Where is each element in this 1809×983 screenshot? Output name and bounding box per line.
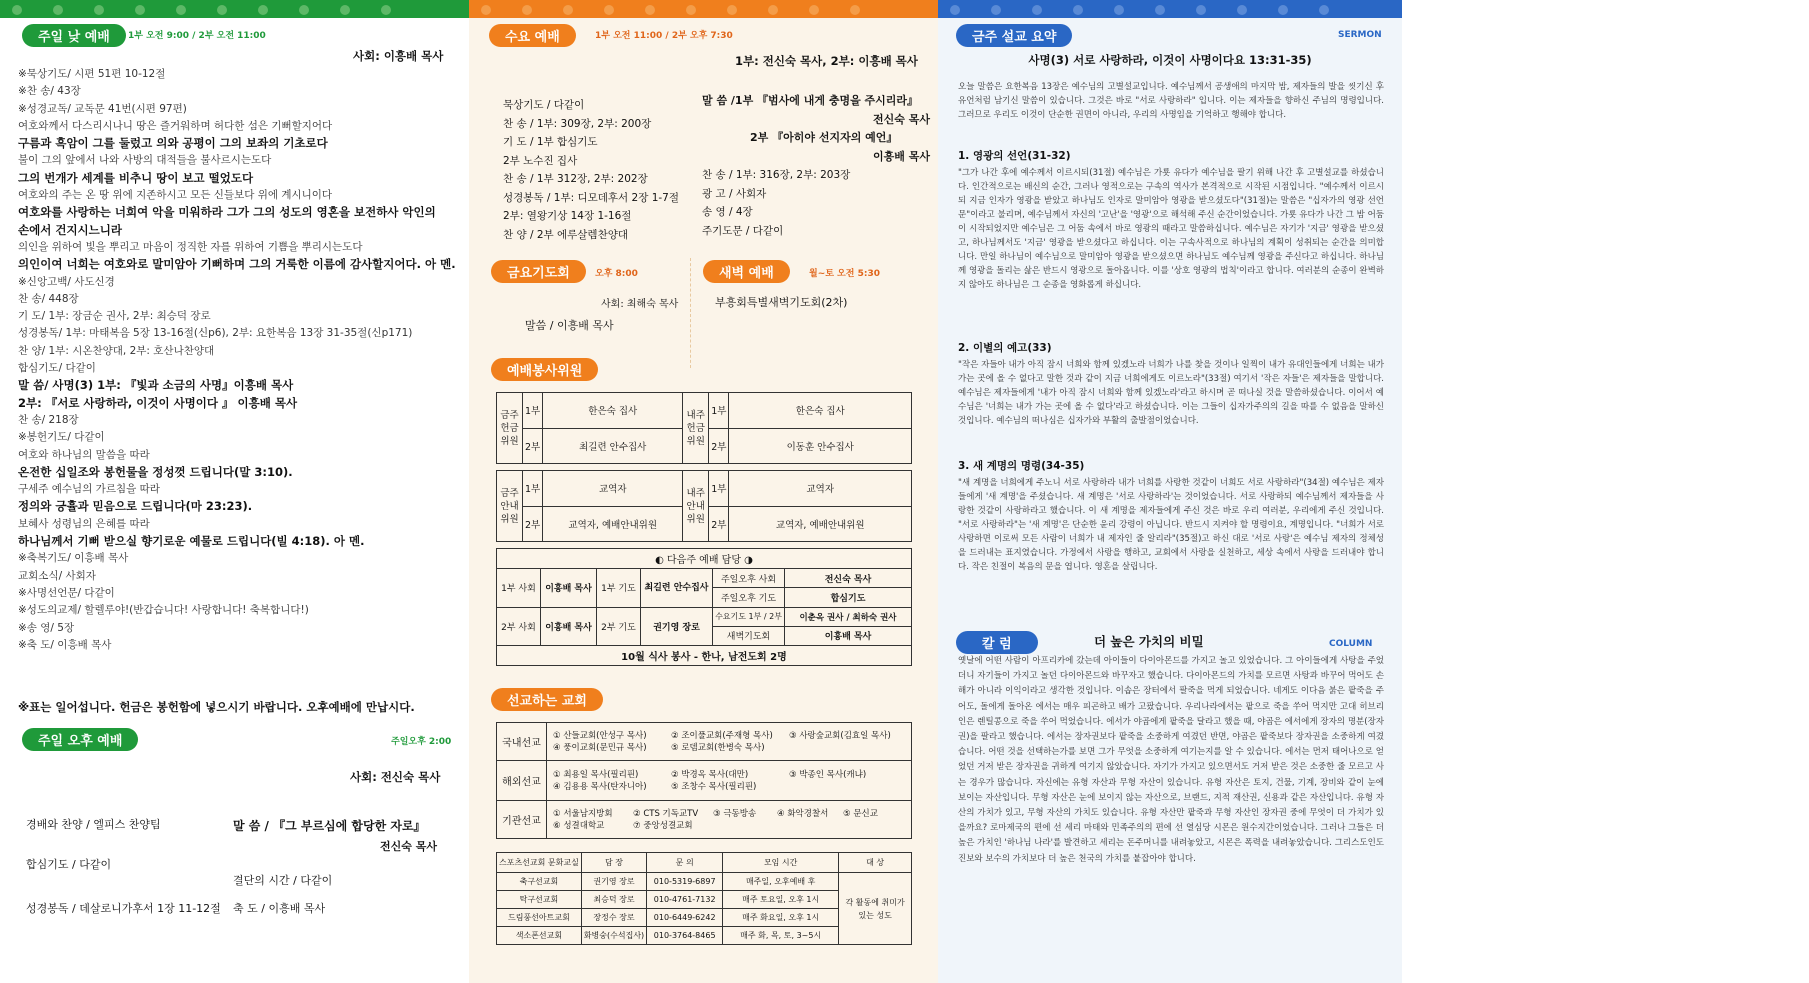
next-r2-f: 이춘옥 권사 / 최하숙 권사 <box>785 607 912 626</box>
duty-guide-table <box>496 470 912 542</box>
mission-0-2: ③ 사랑숲교회(김효일 목사) <box>789 730 891 741</box>
next-r1b-e: 주일오후 기도 <box>713 588 785 607</box>
service-line: 정의와 긍휼과 믿음으로 드립니다(마 23:23). <box>18 499 253 514</box>
service-line: 하나님께서 기뻐 받으실 향기로운 예물로 드립니다(빌 4:18). 아 멘. <box>18 534 365 549</box>
next-r2b-f: 이흥배 목사 <box>785 626 912 645</box>
duty-money-next-label-2: 헌금 <box>686 422 705 434</box>
next-week-head: ◐ 다음주 예배 담당 ◑ <box>497 549 912 569</box>
duty-guide-label-1: 금주 <box>500 487 519 499</box>
wed-left-2: 기 도 / 1부 합심기도 <box>503 136 598 148</box>
duty-title: 예배봉사위원 <box>491 358 598 381</box>
next-week-foot: 10월 식사 봉사 - 한나, 남전도회 2명 <box>497 645 912 665</box>
friday-prayer-host: 사회: 최해숙 목사 <box>601 299 679 310</box>
pm-prayer: 합심기도 / 다같이 <box>26 858 112 871</box>
duty-money-part-1: 1부 <box>523 393 543 429</box>
mission-2-2: ③ 극동방송 <box>713 808 757 819</box>
mission-0-1: ② 조이풀교회(주재형 목사) <box>671 730 773 741</box>
wed-left-5: 성경봉독 / 1부: 디모데후서 2장 1-7절 <box>503 191 679 204</box>
sunday-service-host: 사회: 이흥배 목사 <box>353 49 444 63</box>
order-of-service <box>18 66 463 654</box>
top-band-blue <box>938 0 1402 18</box>
service-line: 합심기도/ 다같이 <box>18 362 96 375</box>
duty-money-part-2: 2부 <box>523 428 543 464</box>
duty-money-next-part-2: 2부 <box>709 428 729 464</box>
next-r1-b: 이흥배 목사 <box>541 569 597 607</box>
mission-1-1: ② 박경옥 목사(대만) <box>671 769 749 780</box>
wed-left-0: 묵상기도 / 다같이 <box>503 99 585 111</box>
wed-left-7: 찬 양 / 2부 에루살렘찬양대 <box>503 228 628 241</box>
top-band-orange <box>469 0 938 18</box>
service-line: 찬 송/ 218장 <box>18 413 79 426</box>
mission-0-3: ④ 풍이교회(문민규 목사) <box>553 742 647 753</box>
column-body: 옛날에 어떤 사람이 아프리카에 갔는데 아이들이 다이아몬드를 가지고 놀고 있었습니다. 그 아이들에게 사탕을 주었더니 자기들이 가지고 놀던 다이아몬드와 바꾸자고 했습니다. 다이아몬드의 가치를 모르면 사탕과 바꾸어 먹어도 손해가 아니라 이익이라고 생각한 것입니다. 이솝은 장터에서 팔죽을 먹게 되었습니다. 네게도 이다음 붉은 팥죽을 주어도, 돌에게 돌아온 에서는 매우 피곤하고 배가 고팠습니다. 우리나라에서는 팥으로 죽을 쑤어 먹지만 고대 히브리인은 렌틸콩으로 죽을 쑤어 먹었습니다. 에서가 야곱에게 팥죽을 달라고 했을 때, 야곱은 에서에게 장자의 명분(장자권)을 팔라고 했습니다. 에서는 장자권보다 팥죽을 소중하게 여겼던 반면, 야곱은 팥죽보다 장자권을 소중하게 여겼습니다. 어떤 것을 선택하는가를 보면 그가 무엇을 소중하게 여기는지를 알 수 있습니다. 에서는 먼저 태어나으로 얻었던 거저 받은 장자권을 귀하게 여기지 않았습니다. 자기가 가지고 있으면서도 거저 받은 것은 소중한 줄 모르고 사는 경우가 많습니다. 자신에는 유형 자산과 무형 자산이 있습니다. 유형 자산은 토지, 건물, 기계, 장비와 같이 눈에 보이는 자산입니다. 무형 자산은 눈에 보이지 않는 자산으로, 브랜드, 지적 재산권, 신용과 같은 자산입니다. 유형 자산의 가치가 있고, 무형 자산의 가치도 있습니다. 유형 자산만 팥죽과 무형 자산인 장자권 중에 무엇이 더 가치가 있을까요? 로마제국의 편에 선 세리 마태와 민족주의의 편에 선 열심당 시몬은 원수지간이었습니다. 그러나 그들은 더 높은 가치인 '하나님 나라'를 발견하고 세리는 돈주머니를 내려놓았고, 시몬은 폭력을 내려놓았습니다. 그리스도인도 진보와 보수의 가치보다 더 높은 천국의 가치를 붙잡아야 합니다. <box>958 656 1384 864</box>
sunday-service-title: 주일 낮 예배 <box>22 24 126 47</box>
wednesday-order-right <box>702 92 932 240</box>
sunday-service-time: 1부 오전 9:00 / 2부 오전 11:00 <box>128 31 266 41</box>
service-line: 찬 송/ 448장 <box>18 292 79 305</box>
duty-money-label-1: 금주 <box>500 409 519 421</box>
mission-title: 선교하는 교회 <box>491 688 603 711</box>
service-line: ※성도의교제/ 할렐루야!(반갑습니다! 사랑합니다! 축복합니다!) <box>18 604 309 617</box>
sports-1-2: 010-4761-7132 <box>647 891 723 909</box>
next-r2-c: 2부 기도 <box>597 607 641 645</box>
friday-prayer-title: 금요기도회 <box>491 260 586 283</box>
pm-decision: 결단의 시간 / 다같이 <box>233 874 333 887</box>
next-r1-d: 최길련 안수집사 <box>641 569 713 607</box>
service-line: 여호와를 사랑하는 너희여 악을 미워하라 그가 그의 성도의 영혼을 보전하사 악인의 <box>18 205 436 220</box>
wed-right-6: 송 영 / 4장 <box>702 206 753 218</box>
service-line: 의인이여 너희는 여호와로 말미암아 기뻐하며 그의 거룩한 이름에 감사할지어다. 아 멘. <box>18 257 456 272</box>
sports-3-2: 010-3764-8465 <box>647 927 723 945</box>
next-r1-e: 주일오후 사회 <box>713 569 785 588</box>
mission-k-0: 국내선교 <box>497 723 547 761</box>
wed-right-5: 광 고 / 사회자 <box>702 187 767 200</box>
wed-right-0: 말 씀 /1부 『범사에 내게 충명을 주시리라』 <box>702 94 919 107</box>
duty-money-next-name-1: 한은숙 집사 <box>729 393 912 429</box>
service-line: 2부: 『서로 사랑하라, 이것이 사명이다 』 이흥배 목사 <box>18 395 298 410</box>
wed-left-3: 2부 노수진 집사 <box>503 154 578 167</box>
next-week-table <box>496 548 912 666</box>
next-r2-b: 이흥배 목사 <box>541 607 597 645</box>
duty-money-next-label-3: 위원 <box>686 435 705 447</box>
service-line: ※묵상기도/ 시편 51편 10-12절 <box>18 68 166 80</box>
next-r2-d: 권기영 장로 <box>641 607 713 645</box>
service-line: 찬 양/ 1부: 시온찬양대, 2부: 호산나찬양대 <box>18 344 215 357</box>
duty-guide-name-2: 교역자, 예배안내위원 <box>543 506 683 542</box>
mission-2-5: ⑥ 성결대학교 <box>553 820 605 831</box>
sermon-heading-1: 1. 영광의 선언(31-32) <box>958 150 1071 162</box>
service-line: 손에서 건지시느니라 <box>18 222 122 237</box>
duty-money-name-1: 한은숙 집사 <box>543 393 683 429</box>
sports-1-3: 매주 토요일, 오후 1시 <box>723 891 839 909</box>
duty-money-label-2: 헌금 <box>500 422 519 434</box>
duty-guide-next-part-2: 2부 <box>709 506 729 542</box>
duty-guide-next-name-1: 교역자 <box>729 471 912 507</box>
duty-guide-part-2: 2부 <box>523 506 543 542</box>
mission-table <box>496 722 912 839</box>
column-title: 칼 럼 <box>956 631 1038 654</box>
service-line: ※송 영/ 5장 <box>18 621 75 634</box>
service-line: ※봉헌기도/ 다같이 <box>18 431 105 444</box>
next-r2b-e: 새벽기도회 <box>713 626 785 645</box>
service-line: 여호와께서 다스리시나니 땅은 즐거워하며 허다한 섬은 기뻐할지어다 <box>18 119 333 132</box>
dawn-service-time: 월~토 오전 5:30 <box>809 269 880 279</box>
sermon-intro: 오늘 말씀은 요한복음 13장은 예수님의 고별설교입니다. 예수님께서 공생애의 마지막 밤, 제자들의 발을 씻기신 후 유언처럼 남기신 말씀이 있습니다. 그것은 바로 "서로 사랑하라" 입니다. 이는 제자들을 향하신 주님의 명령입니다. 그러므로 우리도 이것이 단순한 권면이 아니라, 우리의 사명임을 기억하고 행해야 합니다. <box>958 82 1384 120</box>
duty-money-label-3: 위원 <box>500 435 519 447</box>
next-r1-a: 1부 사회 <box>497 569 541 607</box>
service-line: 여호와의 주는 온 땅 위에 지존하시고 모든 신들보다 위에 계시니이다 <box>18 189 333 202</box>
column-sermon-column <box>938 18 1402 983</box>
service-line: ※축복기도/ 이흥배 목사 <box>18 552 129 565</box>
pm-praise: 경배와 찬양 / 엘피스 찬양팀 <box>26 818 161 831</box>
friday-prayer-time: 오후 8:00 <box>595 269 638 279</box>
mission-k-1: 해외선교 <box>497 761 547 801</box>
friday-prayer-message: 말씀 / 이흥배 목사 <box>525 319 614 332</box>
wednesday-service-title: 수요 예배 <box>489 24 576 47</box>
next-r1b-f: 합심기도 <box>785 588 912 607</box>
afternoon-service-time: 주일오후 2:00 <box>391 737 452 747</box>
sermon-heading-2: 2. 이별의 예고(33) <box>958 342 1052 354</box>
wed-left-4: 찬 송 / 1부 312장, 2부: 202장 <box>503 173 648 185</box>
mission-1-3: ④ 김용용 목사(탄자니아) <box>553 781 647 792</box>
service-line: ※신앙고백/ 사도신경 <box>18 275 115 288</box>
sports-2-1: 장정수 장로 <box>581 909 646 927</box>
next-r2-a: 2부 사회 <box>497 607 541 645</box>
afternoon-service-host: 사회: 전신숙 목사 <box>350 770 441 784</box>
sports-h-4: 대 상 <box>839 853 912 873</box>
service-line: 온전한 십일조와 봉헌물을 정성껏 드립니다(말 3:10). <box>18 464 293 479</box>
wed-right-4: 찬 송 / 1부: 316장, 2부: 203장 <box>702 169 851 181</box>
service-line: 보혜사 성령님의 은혜를 따라 <box>18 517 150 530</box>
duty-money-next-part-1: 1부 <box>709 393 729 429</box>
duty-guide-label-2: 안내 <box>500 500 519 512</box>
duty-money-name-2: 최길련 안수집사 <box>543 428 683 464</box>
service-line: ※축 도/ 이흥배 목사 <box>18 638 112 651</box>
dawn-service-message: 부흥회특별새벽기도회(2차) <box>715 296 848 309</box>
wed-left-6: 2부: 열왕기상 14장 1-16절 <box>503 210 632 222</box>
afternoon-service-title: 주일 오후 예배 <box>22 728 138 751</box>
mission-1-0: ① 최용일 목사(필리핀) <box>553 769 639 780</box>
wednesday-service-host: 1부: 전신숙 목사, 2부: 이흥배 목사 <box>735 54 918 68</box>
next-r1-c: 1부 기도 <box>597 569 641 607</box>
duty-guide-part-1: 1부 <box>523 471 543 507</box>
column-sunday-service <box>0 18 469 983</box>
sports-0-3: 매주일, 오후예배 후 <box>723 873 839 891</box>
sports-h-2: 문 의 <box>647 853 723 873</box>
mission-2-0: ① 서울남지방회 <box>553 808 613 819</box>
mission-1-2: ③ 박종인 목사(캐냐) <box>789 769 867 780</box>
sports-h-3: 모임 시간 <box>723 853 839 873</box>
service-line: 기 도/ 1부: 장금순 권사, 2부: 최승덕 장로 <box>18 310 211 323</box>
sermon-heading-3: 3. 새 계명의 명령(34-35) <box>958 460 1085 472</box>
mission-0-4: ⑤ 로뎀교회(한병숙 목사) <box>671 742 765 753</box>
next-r2-e: 수요기도 1부 / 2부 <box>713 607 785 626</box>
sermon-subtitle: 사명(3) 서로 사랑하라, 이것이 사명이다요 13:31-35) <box>1028 53 1312 67</box>
sports-0-1: 권기영 장로 <box>581 873 646 891</box>
column-tag: COLUMN <box>1329 639 1373 649</box>
sports-1-0: 탁구선교회 <box>497 891 582 909</box>
top-band-green <box>0 0 469 18</box>
duty-guide-label-3: 위원 <box>500 513 519 525</box>
duty-money-next-name-2: 이동훈 안수집사 <box>729 428 912 464</box>
service-note: ※표는 일어섭니다. 헌금은 봉헌함에 넣으시기 바랍니다. 오후예배에 만납시다. <box>18 700 415 714</box>
wed-right-7: 주기도문 / 다같이 <box>702 224 784 237</box>
pm-reading: 성경봉독 / 데살로니가후서 1장 11-12절 <box>26 902 221 915</box>
wednesday-service-time: 1부 오전 11:00 / 2부 오후 7:30 <box>595 31 733 41</box>
sports-0-0: 축구선교회 <box>497 873 582 891</box>
mission-k-2: 기관선교 <box>497 801 547 839</box>
wed-left-1: 찬 송 / 1부: 309장, 2부: 200장 <box>503 117 652 130</box>
sports-3-3: 매주 화, 목, 토, 3~5시 <box>723 927 839 945</box>
sports-1-1: 최승덕 장로 <box>581 891 646 909</box>
sermon-summary-title: 금주 설교 요약 <box>956 24 1072 47</box>
wednesday-order-left <box>503 96 703 244</box>
duty-money-table <box>496 392 912 464</box>
blank-margin <box>1402 0 1809 983</box>
service-line: 구세주 예수님의 가르침을 따라 <box>18 483 160 496</box>
sports-table <box>496 852 912 945</box>
wed-right-3: 이흥배 목사 <box>873 149 930 163</box>
pm-sermon: 말 씀 / 『그 부르심에 합당한 자로』 <box>233 819 426 833</box>
service-line: ※성경교독/ 교독문 41번(시편 97편) <box>18 102 187 115</box>
service-line: 그의 번개가 세계를 비추니 땅이 보고 떨었도다 <box>18 170 254 185</box>
service-line: 교회소식/ 사회자 <box>18 569 96 582</box>
service-line: ※찬 송/ 43장 <box>18 85 81 98</box>
sermon-para-2: "작은 자들아 내가 아직 잠시 너희와 함께 있겠노라 너희가 나를 찾을 것이나 일찍이 내가 유대인들에게 너희는 내가 가는 곳에 올 수 없다고 말한 것과 같이 지금 너희에게도 이르노라"(33절) 여기서 '작은 자들'은 제자들을 말합니다. 예수님은 제자들에게 '내가 아직 잠시 너희와 함께 있겠노라'라고 하시며 곧 떠나실 것을 말씀하셨습니다. 이어서 예수님은 '너희는 내가 가는 곳에 올 수 없다'라고 하셨습니다. 이는 그들이 십자가주의의 길을 따를 수 없음을 말하신 것입니다. 예수님의 떠나심은 십자가와 부활의 출발점이었습니다. <box>958 360 1384 426</box>
service-line: ※사명선언문/ 다같이 <box>18 586 115 599</box>
sermon-para-3: "새 계명을 너희에게 주노니 서로 사랑하라 내가 너희를 사랑한 것같이 너희도 서로 사랑하라"(34절) 예수님은 제자들에게 '새 계명'을 주셨습니다. 새 계명은 '서로 사랑하라'는 것이었습니다. 서로 사랑하되 예수님께서 제자들을 사랑한 것같이 사랑하라고 했습니다. 이 새 계명을 제자들에게 주신 것은 바로 우리 여러분, 우리에게 주신 것입니다. "서로 사랑하라"는 '새 계명'은 단순한 윤리 강령이 아닙니다. 반드시 지켜야 할 명령이요, 계명입니다. "너희가 서로 사랑하면 이로써 모든 사람이 너희가 내 제자인 줄 알리라"(35절)고 하신 대로 '서로 사랑'은 예수님 제자의 정체성을 드러내는 표지였습니다. 가정에서 사랑을 행하고, 교회에서 사랑을 실천하고, 세상 속에서 사랑을 드러내야 합니다. 작은 친절이 복음의 문을 엽니다. 영혼을 살립니다. <box>958 478 1384 572</box>
mission-2-4: ⑤ 문신교 <box>843 808 878 819</box>
sports-h-0: 스포츠선교회 문화교실 <box>497 853 582 873</box>
service-line: 의인을 위하여 빛을 뿌리고 마음이 정직한 자를 위하여 기쁨을 뿌리시는도다 <box>18 240 363 253</box>
sermon-para-1: "그가 나간 후에 예수께서 이르시되(31절) 예수님은 가룟 유다가 예수님을 팔기 위해 나간 후 고별설교를 하셨습니다. 인간적으로는 배신의 순간, 그러나 영적으로는 구속의 역사가 본격적으로 시작된 시점입니다. "예수께서 이르시되 지금 인자가 영광을 받았고 하나님도 인자로 말미암아 영광을 받으셨도다"(31절)는 말씀은 "십자가의 영광 선언문"이라고 불리며, 예수님께서 자신의 '고난'을 '영광'으로 해석해 주신 순간이었습니다. 가룟 유다가 나간 그 밤 어둠이 시작되었지만 예수님은 그 어둠 속에서 바로 영광의 때라고 말씀하십니다. 예수님은 자기가 '지금' 영광을 받으셨고, 하나님께서도 '지금' 영광을 받으셨다고 하십니다. 이는 구속사적으로 하나님의 계획이 성취되는 순간을 의미합니다. 만일 하나님이 예수님으로 말미암아 영광을 받으셨으면 하나님도 예수님께 영광을 주신다고 하십니다. 하나님께 영광을 돌리는 삶은 반드시 영광으로 돌아옵니다. 이를 '상호 영광의 법칙'이라고 합니다. 여러분의 순종이 완벽하지 않아도 하나님은 그 순종을 영화롭게 하십니다. <box>958 168 1384 290</box>
column-subtitle: 더 높은 가치의 비밀 <box>1094 634 1204 649</box>
duty-money-next-label-1: 내주 <box>686 409 705 421</box>
duty-guide-next-part-1: 1부 <box>709 471 729 507</box>
sports-2-3: 매주 화요일, 오후 1시 <box>723 909 839 927</box>
sports-h-1: 담 장 <box>581 853 646 873</box>
duty-guide-next-label-1: 내주 <box>686 487 705 499</box>
service-line: 여호와 하나님의 말씀을 따라 <box>18 448 150 461</box>
sports-0-2: 010-5319-6897 <box>647 873 723 891</box>
duty-guide-next-name-2: 교역자, 예배안내위원 <box>729 506 912 542</box>
column-weekly-services <box>469 18 938 983</box>
pm-preacher: 전신숙 목사 <box>380 840 437 853</box>
pm-benediction: 축 도 / 이흥배 목사 <box>233 902 326 915</box>
sermon-tag: SERMON <box>1338 30 1382 40</box>
sports-2-2: 010-6449-6242 <box>647 909 723 927</box>
wed-right-2: 2부 『아히야 선지자의 예언』 <box>750 131 898 144</box>
wed-right-1: 전신숙 목사 <box>873 112 930 126</box>
mission-2-6: ⑦ 중앙성결교회 <box>633 820 693 831</box>
mission-1-4: ⑤ 조창수 목사(필리핀) <box>671 781 757 792</box>
dawn-service-title: 새벽 예배 <box>703 260 790 283</box>
mission-2-1: ② CTS 기독교TV <box>633 808 699 819</box>
duty-guide-name-1: 교역자 <box>543 471 683 507</box>
service-line: 말 씀/ 사명(3) 1부: 『빛과 소금의 사명』이흥배 목사 <box>18 378 294 393</box>
service-line: 성경봉독/ 1부: 마태복음 5장 13-16절(신p6), 2부: 요한복음 13장 31-35절(신p171) <box>18 327 413 340</box>
sports-2-0: 드림풍선아트교회 <box>497 909 582 927</box>
sports-target: 각 활동에 취미가 있는 성도 <box>839 873 912 945</box>
mission-2-3: ④ 화악경찰서 <box>777 808 829 819</box>
sports-3-1: 화병숭(수석집사) <box>581 927 646 945</box>
duty-guide-next-label-3: 위원 <box>686 513 705 525</box>
sports-3-0: 색소폰선교회 <box>497 927 582 945</box>
service-line: 불이 그의 앞에서 나와 사방의 대적들을 불사르시는도다 <box>18 154 272 167</box>
next-r1-f: 전신숙 목사 <box>785 569 912 588</box>
service-line: 구름과 흑암이 그를 둘렀고 의와 공평이 그의 보좌의 기초로다 <box>18 136 328 151</box>
duty-guide-next-label-2: 안내 <box>686 500 705 512</box>
mission-0-0: ① 산들교회(안성구 목사) <box>553 730 647 741</box>
